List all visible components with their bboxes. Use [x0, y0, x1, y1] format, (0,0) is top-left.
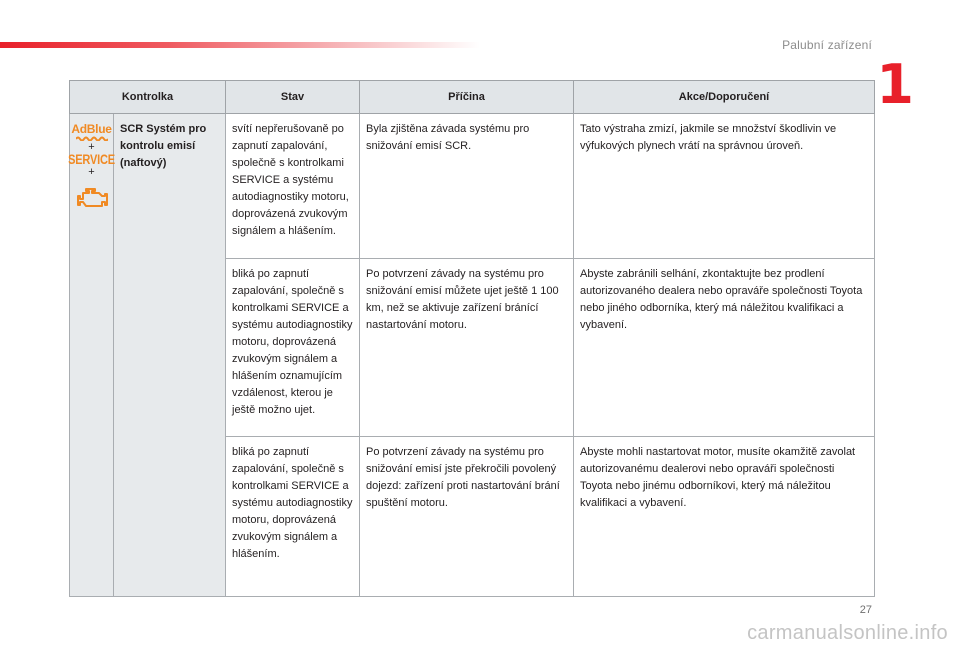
- table-header-row: [70, 81, 875, 114]
- cause-cell: Po potvrzení závady na systému pro snižování emisí jste překročili povolený dojezd: zařízení proti nastartování brání spuštění motoru.: [360, 437, 574, 597]
- column-header-action: Akce/Doporučení: [574, 81, 875, 114]
- section-title: Palubní zařízení: [782, 38, 872, 52]
- plus-sign: +: [88, 141, 95, 153]
- header-accent-bar: [0, 42, 480, 48]
- adblue-icon: AdBlue: [71, 122, 112, 136]
- column-header-cause: Příčina: [360, 81, 574, 114]
- indicator-name: SCR Systém pro kontrolu emisí (naftový): [120, 123, 207, 169]
- action-cell: Abyste mohli nastartovat motor, musíte okamžitě zavolat autorizovanému dealerovi nebo opraváři společnosti Toyota nebo jinému odborníkovi, který má náležitou kvalifikaci a vybavení.: [574, 437, 875, 597]
- action-cell: Tato výstraha zmizí, jakmile se množství škodlivin ve výfukových plynech vrátí na správnou úroveň.: [574, 114, 875, 259]
- plus-sign: +: [88, 166, 95, 178]
- warning-lights-table: [69, 80, 875, 597]
- state-cell: bliká po zapnutí zapalování, společně s kontrolkami SERVICE a systému autodiagnostiky motoru, doprovázená zvukovým signálem a hlášením.: [226, 437, 360, 597]
- cause-cell: Byla zjištěna závada systému pro snižování emisí SCR.: [360, 114, 574, 259]
- engine-check-icon: [75, 187, 109, 211]
- column-header-state: Stav: [226, 81, 360, 114]
- cause-cell: Po potvrzení závady na systému pro snižování emisí můžete ujet ještě 1 100 km, než se aktivuje zařízení bránící nastartování motoru.: [360, 259, 574, 437]
- chapter-number: 1: [876, 53, 914, 116]
- page-number: 27: [859, 604, 872, 616]
- column-header-indicator: Kontrolka: [70, 81, 226, 114]
- indicator-name-cell: [114, 114, 226, 597]
- state-cell: bliká po zapnutí zapalování, společně s kontrolkami SERVICE a systému autodiagnostiky motoru, doprovázená zvukovým signálem a hlášením oznamujícím vzdálenost, kterou je ještě možno ujet.: [226, 259, 360, 437]
- state-cell: svítí nepřerušovaně po zapnutí zapalování, společně s kontrolkami SERVICE a systému autodiagnostiky motoru, doprovázená zvukovým signálem a hlášením.: [226, 114, 360, 259]
- indicator-icons-cell: [70, 114, 114, 597]
- action-cell: Abyste zabránili selhání, zkontaktujte bez prodlení autorizovaného dealera nebo opraváře společnosti Toyota nebo jiného odborníka, který má náležitou kvalifikaci a vybavení.: [574, 259, 875, 437]
- table-row: [70, 114, 875, 259]
- watermark: carmanualsonline.info: [747, 622, 948, 644]
- service-icon: SERVICE: [68, 152, 115, 168]
